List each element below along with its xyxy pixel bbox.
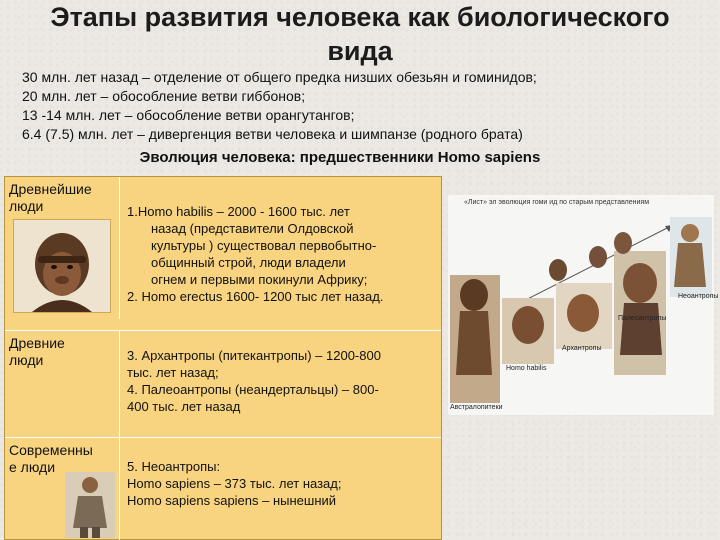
description-line: 2. Homo erectus 1600- 1200 тыс лет назад. xyxy=(127,289,384,304)
description-line: культуры ) существовал первобытно- xyxy=(151,238,377,253)
description-line: назад (представители Олдовской xyxy=(151,221,354,236)
title-line-1: Этапы развития человека как биологического xyxy=(50,2,670,32)
row-label: Современны е люди xyxy=(9,442,93,475)
facts-list xyxy=(22,68,712,144)
row-label-cell xyxy=(5,438,120,540)
description-line: 5. Неоантропы: xyxy=(127,459,221,474)
description-line: 1.Homo habilis – 2000 - 1600 тыс. лет xyxy=(127,204,350,219)
row-label-cell xyxy=(5,331,120,437)
description-line: Homo sapiens – 373 тыс. лет назад; xyxy=(127,476,342,491)
row-label: Древнейшие люди xyxy=(9,181,92,214)
fact-line: 20 млн. лет – обособление ветви гиббонов; xyxy=(22,88,306,104)
description-line: 3. Архантропы (питекантропы) – 1200-800 xyxy=(127,348,381,363)
description-line: тыс. лет назад; xyxy=(127,365,219,380)
caption-neoanthropes: Неоантропы xyxy=(678,293,719,300)
caption-archanthropes: Архантропы xyxy=(562,345,602,352)
fact-line: 30 млн. лет назад – отделение от общего предка низших обезьян и гоминидов; xyxy=(22,69,537,85)
illustration-header: «Лист» эл эволюция гоми ид по старым представлениям xyxy=(464,199,650,206)
stages-table xyxy=(4,176,442,540)
description-line: общинный строй, люди владели xyxy=(151,255,346,270)
caption-paleoanthropes: Палеоантропы xyxy=(618,315,667,322)
table-row-modern-people xyxy=(5,437,441,540)
title-line-2: вида xyxy=(327,36,393,66)
section-subtitle: Эволюция человека: предшественники Homo sapiens xyxy=(139,149,541,166)
homo-habilis-portrait xyxy=(13,219,111,313)
table-row-ancient-people xyxy=(5,177,441,319)
description-line: огнем и первыми покинули Африку; xyxy=(151,272,368,287)
fact-line: 6.4 (7.5) млн. лет – дивергенция ветви человека и шимпанзе (родного брата) xyxy=(22,126,523,142)
caption-homo-habilis: Homo habilis xyxy=(506,365,547,372)
row-label-cell xyxy=(5,177,120,319)
row-description xyxy=(127,458,341,509)
fact-line: 13 -14 млн. лет – обособление ветви орангутангов; xyxy=(22,107,355,123)
modern-human-figure xyxy=(65,472,115,538)
evolution-illustration xyxy=(448,195,719,415)
row-description xyxy=(127,347,381,415)
description-line: 400 тыс. лет назад xyxy=(127,399,241,414)
caption-australopithecus: Австралопитеки xyxy=(450,404,503,411)
slide-title xyxy=(20,0,700,68)
row-description xyxy=(127,203,383,305)
table-row-archaic-people xyxy=(5,330,441,437)
description-line: 4. Палеоантропы (неандертальцы) – 800- xyxy=(127,382,379,397)
evolution-figures xyxy=(448,195,714,415)
row-label: Древние люди xyxy=(9,335,65,368)
description-line: Homo sapiens sapiens – нынешний xyxy=(127,493,337,508)
